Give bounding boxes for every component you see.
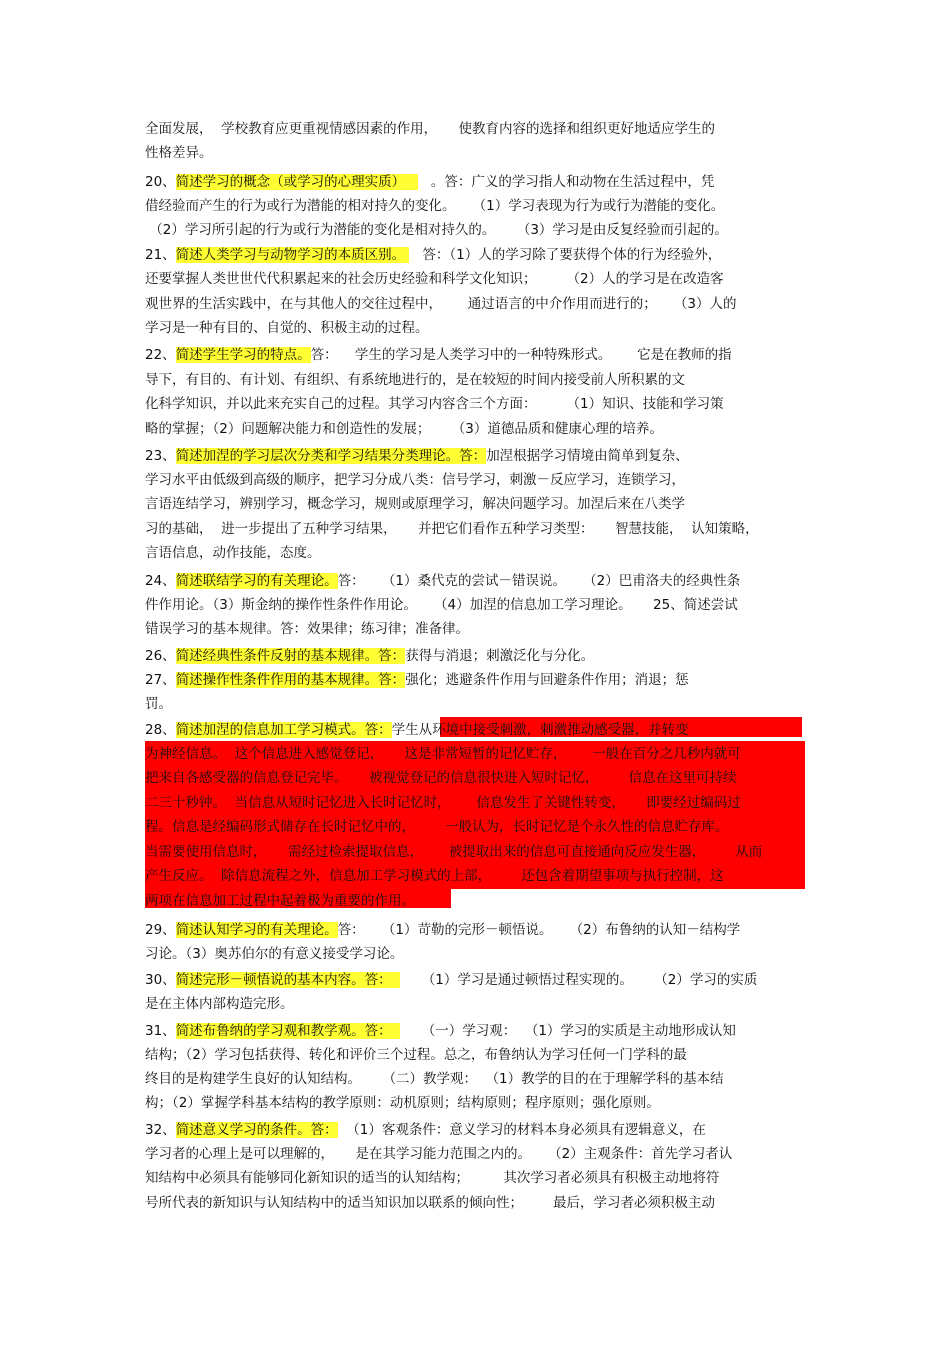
question-title-highlight: 简述加涅的学习层次分类和学习结果分类理论。答： <box>175 448 487 464</box>
text-line <box>145 694 172 714</box>
text-segment: 27、 <box>145 672 176 688</box>
text-segment: 言语信息，动作技能，态度。 <box>145 545 321 561</box>
text-segment: 。答：广义的学习指人和动物在生活过程中，凭 <box>418 174 715 190</box>
text-line <box>145 143 213 163</box>
text-segment: 言语连结学习，辨别学习，概念学习，规则或原理学习，解决问题学习。加涅后来在八类学 <box>145 496 685 512</box>
text-segment: 获得与消退；刺激泛化与分化。 <box>405 648 595 664</box>
text-segment: 当需要使用信息时， 需经过检索提取信息， 被提取出来的信息可直接通向反应发生器， 从而 <box>145 844 763 860</box>
text-line <box>145 670 689 690</box>
text-line <box>145 1120 706 1140</box>
text-segment: 答：（1）人的学习除了要获得个体的行为经验外， <box>409 247 722 263</box>
text-segment: 答： （1）苛勒的完形－顿悟说。 （2）布鲁纳的认知－结构学 <box>337 922 741 938</box>
question-title-highlight: 简述认知学习的有关理论。 <box>175 922 338 938</box>
text-line <box>145 1193 715 1213</box>
text-line <box>145 394 724 414</box>
text-segment: 26、 <box>145 648 176 664</box>
text-segment: 30、 <box>145 972 176 988</box>
text-line <box>145 269 724 289</box>
text-line <box>145 446 689 466</box>
text-line <box>145 1021 736 1041</box>
text-segment: 强化；逃避条件作用与回避条件作用；消退；惩 <box>405 672 689 688</box>
text-line <box>145 519 759 539</box>
text-line <box>145 1069 724 1089</box>
text-segment: 学生从环境中接受刺激，刺激推动感受器，并转变 <box>391 722 689 738</box>
question-title-highlight: 简述意义学习的条件。答： <box>175 1122 338 1138</box>
text-line <box>145 970 757 990</box>
text-segment: 产生反应。 除信息流程之外，信息加工学习模式的上部， 还包含着期望事项与执行控制，这 <box>145 868 724 884</box>
text-segment: 学习者的心理上是可以理解的， 是在其学习能力范围之内的。 （2）主观条件：首先学习者认 <box>145 1146 733 1162</box>
text-segment: 21、 <box>145 247 176 263</box>
text-segment: 终目的是构建学生良好的认知结构。 （二）教学观： （1）教学的目的在于理解学科的基本结 <box>145 1071 724 1087</box>
text-segment: （1）学习是通过顿悟过程实现的。 （2）学习的实质 <box>400 972 758 988</box>
text-line <box>145 768 737 788</box>
text-segment: 导下，有目的、有计划、有组织、有系统地进行的，是在较短的时间内接受前人所积累的文 <box>145 372 685 388</box>
text-line <box>145 318 429 338</box>
text-segment: 20、 <box>145 174 176 190</box>
text-line <box>145 920 740 940</box>
text-line <box>145 817 729 837</box>
text-line <box>145 994 294 1014</box>
text-segment: 学习是一种有目的、自觉的、积极主动的过程。 <box>145 320 429 336</box>
text-segment: 两项在信息加工过程中起着极为重要的作用。 <box>145 893 415 909</box>
question-title-highlight: 简述操作性条件作用的基本规律。答： <box>175 672 406 688</box>
text-line <box>145 720 689 740</box>
text-line <box>145 370 685 390</box>
text-segment: 二三十秒钟。 当信息从短时记忆进入长时记忆时， 信息发生了关键性转变， 即要经过编码过 <box>145 795 741 811</box>
text-line <box>145 891 415 911</box>
text-segment: 还要掌握人类世世代代积累起来的社会历史经验和科学文化知识； （2）人的学习是在改造客 <box>145 271 724 287</box>
text-segment: 为神经信息。 这个信息进入感觉登记， 这是非常短暂的记忆贮存， 一般在百分之几秒内就可 <box>145 746 741 762</box>
text-line <box>145 1168 719 1188</box>
text-line <box>145 595 738 615</box>
text-segment: 加涅根据学习情境由简单到复杂、 <box>486 448 689 464</box>
text-segment: 28、 <box>145 722 176 738</box>
text-segment: 习的基础， 进一步提出了五种学习结果， 并把它们看作五种学习类型： 智慧技能， 认知策略， <box>145 521 759 537</box>
text-line <box>145 494 685 514</box>
text-segment: 24、 <box>145 573 176 589</box>
question-title-highlight: 简述加涅的信息加工学习模式。答： <box>175 722 392 738</box>
text-segment: 习论。（3）奥苏伯尔的有意义接受学习论。 <box>145 946 404 962</box>
text-segment: 29、 <box>145 922 176 938</box>
text-line <box>145 866 724 886</box>
text-line <box>145 245 721 265</box>
text-segment: 23、 <box>145 448 176 464</box>
text-line <box>145 470 685 490</box>
text-line <box>145 793 741 813</box>
text-segment: 错误学习的基本规律。答：效果律；练习律；准备律。 <box>145 621 469 637</box>
text-segment: 22、 <box>145 347 176 363</box>
text-segment: 知结构中必须具有能够同化新知识的适当的认知结构； 其次学习者必须具有积极主动地将符 <box>145 1170 720 1186</box>
text-segment: 构；（2）掌握学科基本结构的教学原则：动机原则；结构原则；程序原则；强化原则。 <box>145 1095 660 1111</box>
question-title-highlight: 简述完形－顿悟说的基本内容。答： <box>175 972 401 988</box>
text-line <box>145 419 663 439</box>
text-segment: 把来自各感受器的信息登记完毕。 被视觉登记的信息很快进入短时记忆， 信息在这里可持续 <box>145 770 737 786</box>
text-line <box>145 944 403 964</box>
text-line <box>145 119 715 139</box>
text-line <box>145 1045 687 1065</box>
text-segment: 全面发展， 学校教育应更重视情感因素的作用， 使教育内容的选择和组织更好地适应学生的 <box>145 121 716 137</box>
text-line <box>145 543 321 563</box>
text-segment: 答： （1）桑代克的尝试－错误说。 （2）巴甫洛夫的经典性条 <box>337 573 741 589</box>
text-line <box>145 294 737 314</box>
text-segment: 结构；（2）学习包括获得、转化和评价三个过程。总之，布鲁纳认为学习任何一门学科的最 <box>145 1047 687 1063</box>
text-segment: （1）客观条件：意义学习的材料本身必须具有逻辑意义，在 <box>337 1122 706 1138</box>
text-line <box>145 744 741 764</box>
question-title-highlight: 简述经典性条件反射的基本规律。答： <box>175 648 406 664</box>
text-line <box>145 571 740 591</box>
text-segment: 化科学知识，并以此来充实自己的过程。其学习内容含三个方面： （1）知识、技能和学习策 <box>145 396 724 412</box>
text-segment: 借经验而产生的行为或行为潜能的相对持久的变化。 （1）学习表现为行为或行为潜能的变化。 <box>145 198 725 214</box>
text-line <box>145 619 469 639</box>
question-title-highlight: 简述联结学习的有关理论。 <box>175 573 338 589</box>
text-segment: 略的掌握；（2）问题解决能力和创造性的发展； （3）道德品质和健康心理的培养。 <box>145 421 663 437</box>
text-segment: 学习水平由低级到高级的顺序，把学习分成八类：信号学习，刺激－反应学习，连锁学习， <box>145 472 685 488</box>
text-line <box>145 196 724 216</box>
question-title-highlight: 简述布鲁纳的学习观和教学观。答： <box>175 1023 401 1039</box>
question-title-highlight: 简述学习的概念（或学习的心理实质） <box>175 174 419 190</box>
text-segment: 程。信息是经编码形式储存在长时记忆中的， 一般认为，长时记忆是个永久性的信息贮存库。 <box>145 819 729 835</box>
text-segment: 件作用论。（3）斯金纳的操作性条件作用论。 （4）加涅的信息加工学习理论。 25、简述尝试 <box>145 597 738 613</box>
text-segment: 罚。 <box>145 696 172 712</box>
text-line <box>145 220 728 240</box>
text-segment: 性格差异。 <box>145 145 213 161</box>
text-line <box>145 1144 732 1164</box>
question-title-highlight: 简述人类学习与动物学习的本质区别。 <box>175 247 410 263</box>
text-segment: 是在主体内部构造完形。 <box>145 996 294 1012</box>
text-line <box>145 646 594 666</box>
text-segment: 观世界的生活实践中，在与其他人的交往过程中， 通过语言的中介作用而进行的； （3）人的 <box>145 296 737 312</box>
text-line <box>145 345 732 365</box>
text-line <box>145 172 714 192</box>
text-line <box>145 1093 660 1113</box>
text-line <box>145 842 762 862</box>
question-title-highlight: 简述学生学习的特点。 <box>175 347 311 363</box>
text-segment: 31、 <box>145 1023 176 1039</box>
text-segment: 号所代表的新知识与认知结构中的适当知识加以联系的倾向性； 最后，学习者必须积极主动 <box>145 1195 716 1211</box>
text-segment: （一）学习观： （1）学习的实质是主动地形成认知 <box>400 1023 736 1039</box>
text-segment: 32、 <box>145 1122 176 1138</box>
text-segment: （2）学习所引起的行为或行为潜能的变化是相对持久的。 （3）学习是由反复经验而引起的。 <box>145 222 728 238</box>
text-segment: 答： 学生的学习是人类学习中的一种特殊形式。 它是在教师的指 <box>310 347 732 363</box>
